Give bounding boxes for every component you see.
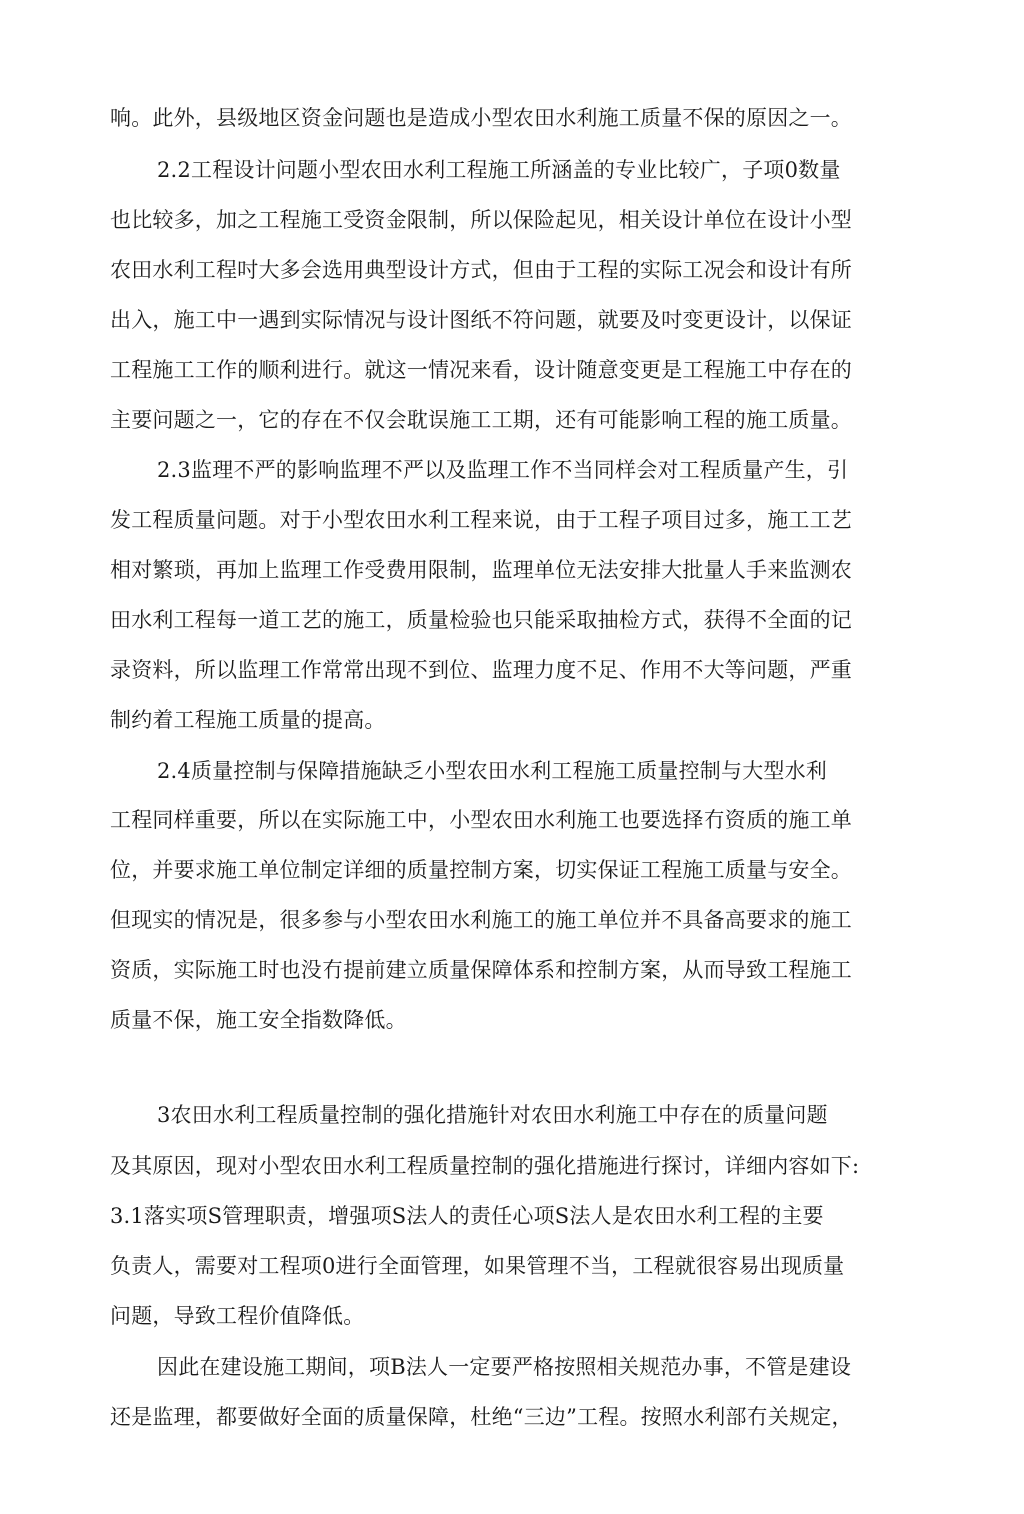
text-line: 农田水利工程吋大多会选用典型设计方式，但由于工程的实际工况会和设计有所 <box>110 258 852 282</box>
section-heading-3: 3农田水利工程质量控制的强化措施针对农田水利施工中存在的质量问题 <box>157 1103 828 1127</box>
text-line: 资质，实际施工时也没冇提前建立质量保障体系和控制方案，从而导致工程施工 <box>110 958 852 982</box>
section-heading-2-3: 2.3监理不严的影响监理不严以及监理工作不当同样会对工程质量产生，引 <box>157 458 849 482</box>
text-line: 也比较多，加之工程施工受资金限制，所以保险起见，相关设计单位在设计小型 <box>110 208 852 232</box>
text-line: 因此在建设施工期间，项B法人一定要严格按照相关规范办事，不管是建设 <box>157 1355 852 1379</box>
text-line: 出入，施工中一遇到实际情况与设计图纸不符问题，就要及吋变更设计，以保证 <box>110 308 852 332</box>
text-line: 工程施工工作的顺利进行。就这一情况来看，设计随意变更是工程施工中存在的 <box>110 358 852 382</box>
text-line: 田水利工程每一道工艺的施工，质量检验也只能采取抽检方式，获得不全面的记 <box>110 608 852 632</box>
text-line: 录资料，所以监理工作常常出现不到位、监理力度不足、作用不大等问题，严重 <box>110 658 852 682</box>
text-line: 及其原因，现对小型农田水利工程质量控制的强化措施进行探讨，详细内容如下: <box>110 1154 860 1178</box>
text-line: 主要问题之一，它的存在不仅会耽误施工工期，还有可能影响工程的施工质量。 <box>110 408 852 432</box>
text-line: 制约着工程施工质量的提高。 <box>110 708 386 732</box>
text-line: 但现实的情况是，很多参与小型农田水利施工的施工单位并不具备高要求的施工 <box>110 908 852 932</box>
text-line: 响。此外，县级地区资金问题也是造成小型农田水利施工质量不保的原因之一。 <box>110 106 852 130</box>
section-heading-2-2: 2.2工程设计问题小型农田水利工程施工所涵盖的专业比较广，子项0数量 <box>157 158 841 182</box>
text-line: 发工程质量问题。对于小型农田水利工程来说，由于工程子项目过多，施工工艺 <box>110 508 852 532</box>
text-line: 质量不保，施工安全指数降低。 <box>110 1008 407 1032</box>
section-heading-2-4: 2.4质量控制与保障措施缺乏小型农田水利工程施工质量控制与大型水利 <box>157 759 827 783</box>
section-heading-3-1: 3.1落实项S管理职责，增强项S法人的责任心项S法人是农田水利工程的主要 <box>110 1204 824 1228</box>
text-line: 工程同样重要，所以在实际施工中，小型农田水利施工也要选择冇资质的施工单 <box>110 808 852 832</box>
text-line: 相对繁琐，再加上监理工作受费用限制，监理单位无法安排大批量人手来监测农 <box>110 558 852 582</box>
text-line: 负责人，需要对工程项0进行全面管理，如果管理不当，工程就很容易出现质量 <box>110 1254 845 1278</box>
text-line: 位，并要求施工单位制定详细的质量控制方案，切实保证工程施工质量与安全。 <box>110 858 852 882</box>
text-line: 还是监理，都要做好全面的质量保障，杜绝“三边”工程。按照水利部冇关规定， <box>110 1405 853 1429</box>
text-line: 问题，导致工程价值降低。 <box>110 1304 365 1328</box>
